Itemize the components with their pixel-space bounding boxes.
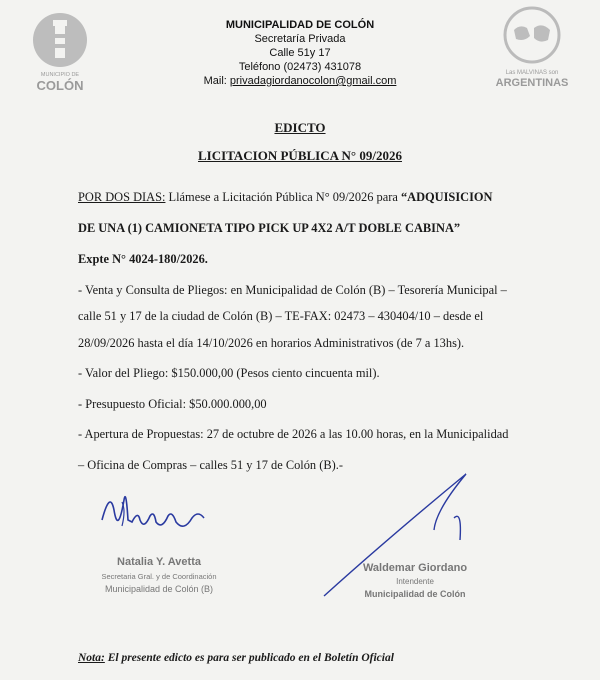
signer-right-role: Intendente — [396, 577, 434, 586]
body-line-4: - Venta y Consulta de Pliegos: en Municipalidad de Colón (B) – Tesorería Municipal – — [78, 283, 507, 297]
municipio-colon-logo — [28, 12, 92, 92]
body-line-1 — [78, 190, 493, 205]
body-line-10: – Oficina de Compras – calles 51 y 17 de Colón (B).- — [78, 458, 343, 472]
logo-right-name: ARGENTINAS — [495, 77, 569, 89]
logo-right-caption: Las MALVINAS son — [505, 70, 559, 76]
letterhead — [150, 18, 450, 88]
mail-link[interactable]: privadagiordanocolon@gmail.com — [229, 75, 397, 87]
body-line-5: calle 51 y 17 de la ciudad de Colón (B) – TE-FAX: 02473 – 430404/10 – desde el — [78, 309, 484, 323]
signer-right-org: Municipalidad de Colón — [364, 589, 466, 599]
org-name: MUNICIPALIDAD DE COLÓN — [225, 19, 375, 31]
mail-label: Mail: — [203, 75, 227, 87]
lighthouse-icon — [28, 12, 92, 72]
body-line-9: - Apertura de Propuestas: 27 de octubre de 2026 a las 10.00 horas, en la Municipalidad — [78, 427, 509, 441]
page-title: EDICTO — [274, 120, 326, 135]
office-name: Secretaría Privada — [254, 33, 346, 45]
signature-left — [92, 480, 222, 550]
nota — [78, 652, 394, 664]
pliego-value: - Valor del Pliego: $150.000,00 (Pesos ciento cincuenta mil). — [78, 366, 380, 380]
period-label: POR DOS DIAS: — [78, 190, 166, 204]
call-text: Llámese a Licitación Pública N° 09/2026 para — [165, 190, 401, 204]
address: Calle 51y 17 — [269, 47, 331, 59]
body-line-6: 28/09/2026 hasta el día 14/10/2026 en horarios Administrativos (de 7 a 13hs). — [78, 336, 465, 350]
object-start: “ADQUISICION — [400, 190, 493, 204]
logo-left-caption: MUNICIPIO DE — [40, 72, 80, 78]
phone: Teléfono (02473) 431078 — [238, 61, 362, 73]
body-line-2: DE UNA (1) CAMIONETA TIPO PICK UP 4X2 A/T DOBLE CABINA” — [78, 221, 461, 235]
signer-left-org: Municipalidad de Colón (B) — [104, 584, 214, 594]
mail-line — [150, 74, 450, 88]
malvinas-islands-icon — [494, 6, 570, 66]
expediente: Expte N° 4024-180/2026. — [78, 252, 208, 266]
page-subtitle: LICITACION PÚBLICA N° 09/2026 — [198, 148, 402, 163]
signer-left-name: Natalia Y. Avetta — [117, 556, 201, 568]
logo-left-name: COLÓN — [36, 78, 84, 93]
nota-text: El presente edicto es para ser publicado en el Boletín Oficial — [104, 652, 394, 664]
malvinas-logo — [494, 6, 570, 90]
signer-right-name: Waldemar Giordano — [362, 562, 468, 574]
official-budget: - Presupuesto Oficial: $50.000.000,00 — [78, 397, 267, 411]
nota-label: Nota: — [78, 652, 105, 664]
signer-left-role: Secretaria Gral. y de Coordinación — [101, 572, 217, 581]
